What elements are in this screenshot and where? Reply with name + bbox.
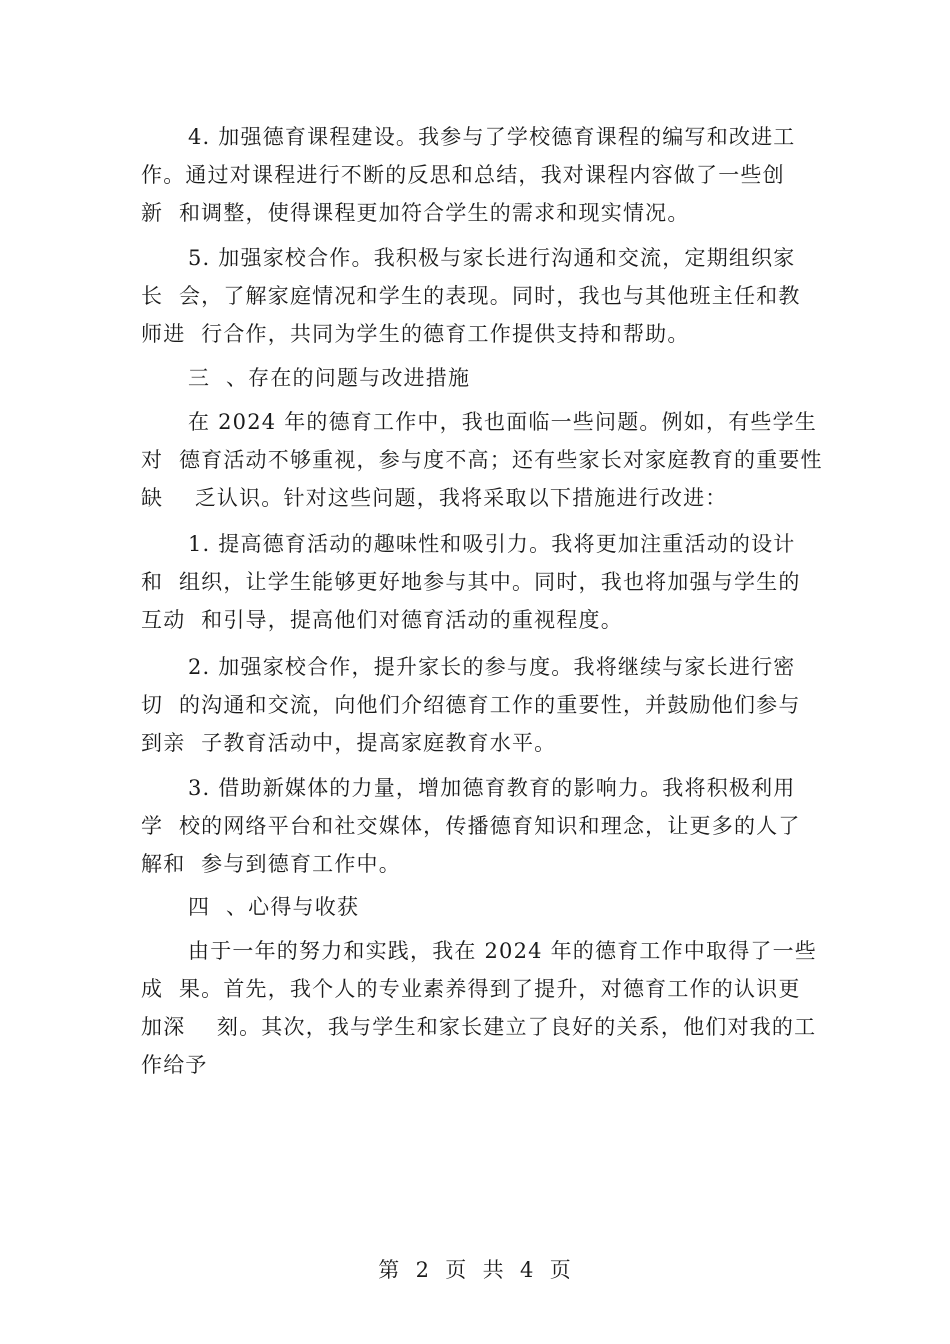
text-line: 5. 加强家校合作。我积极与家长进行沟通和交流，定期组织家 (188, 246, 796, 270)
page-number-footer: 第 2 页 共 4 页 (378, 1258, 572, 1282)
section-heading: 四 、心得与收获 (188, 895, 360, 919)
text-line: 互动 和引导，提高他们对德育活动的重视程度。 (141, 608, 623, 632)
text-line: 在 2024 年的德育工作中，我也面临一些问题。例如，有些学生 (188, 410, 817, 434)
text-line: 切 的沟通和交流，向他们介绍德育工作的重要性，并鼓励他们参与 (141, 693, 801, 717)
text-line: 4. 加强德育课程建设。我参与了学校德育课程的编写和改进工 (188, 125, 796, 149)
text-line: 到亲 子教育活动中，提高家庭教育水平。 (141, 731, 557, 755)
section-heading: 三 、存在的问题与改进措施 (188, 366, 471, 390)
text-line: 作给予 (141, 1053, 208, 1077)
text-line: 长 会，了解家庭情况和学生的表现。同时，我也与其他班主任和教 (141, 284, 801, 308)
text-line: 成 果。首先，我个人的专业素养得到了提升，对德育工作的认识更 (141, 977, 801, 1001)
text-line: 对 德育活动不够重视，参与度不高；还有些家长对家庭教育的重要性 (141, 448, 823, 472)
text-line: 由于一年的努力和实践，我在 2024 年的德育工作中取得了一些 (188, 939, 817, 963)
text-line: 解和 参与到德育工作中。 (141, 852, 401, 876)
text-line: 1. 提高德育活动的趣味性和吸引力。我将更加注重活动的设计 (188, 532, 796, 556)
text-line: 学 校的网络平台和社交媒体，传播德育知识和理念，让更多的人了 (141, 814, 801, 838)
text-line: 师进 行合作，共同为学生的德育工作提供支持和帮助。 (141, 322, 690, 346)
text-line: 缺 乏认识。针对这些问题，我将采取以下措施进行改进： (141, 486, 728, 510)
text-line: 2. 加强家校合作，提升家长的参与度。我将继续与家长进行密 (188, 655, 796, 679)
text-line: 和 组织，让学生能够更好地参与其中。同时，我也将加强与学生的 (141, 570, 801, 594)
text-line: 作。通过对课程进行不断的反思和总结，我对课程内容做了一些创 (141, 163, 785, 187)
text-line: 新 和调整，使得课程更加符合学生的需求和现实情况。 (141, 201, 690, 225)
text-line: 3. 借助新媒体的力量，增加德育教育的影响力。我将积极利用 (188, 776, 796, 800)
text-line: 加深 刻。其次，我与学生和家长建立了良好的关系，他们对我的工 (141, 1015, 817, 1039)
